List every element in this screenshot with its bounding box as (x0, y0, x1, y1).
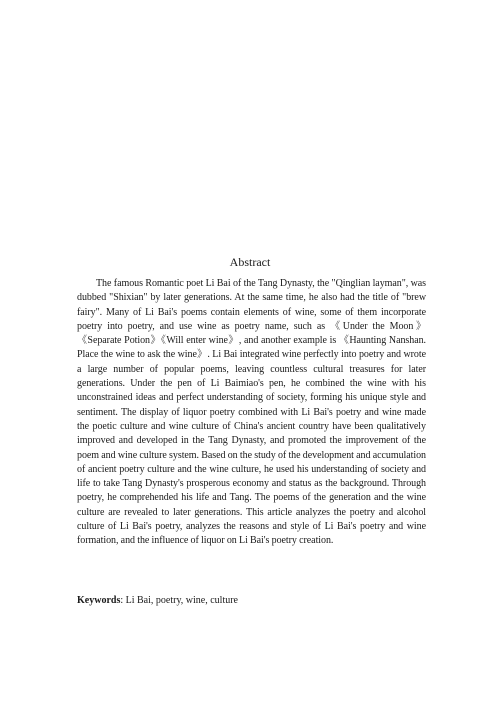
keywords-list: : Li Bai, poetry, wine, culture (120, 595, 238, 606)
abstract-heading: Abstract (229, 255, 271, 269)
keywords-label: Keywords (77, 595, 121, 606)
keywords-line (77, 594, 426, 608)
abstract-paragraph: The famous Romantic poet Li Bai of the Tang Dynasty, the "Qinglian layman", was dubbed "Shixian" by later generations. At the same time, he also had the title of "brew fairy". Many of Li Bai's poems contain elements of wine, some of them incorporate poetry into poetry, and use wine as poetry name, such as 《Under the Moon》 《Separate Potion》《Will enter wine》, and another example is 《Haunting Nanshan. Place the wine to ask the wine》. Li Bai integrated wine perfectly into poetry and wrote a large number of popular poems, leaving countless cultural treasures for later generations. Under the pen of Li Baimiao's pen, he combined the wine with his unconstrained ideas and perfect understanding of society, forming his unique style and sentiment. The display of liquor poetry combined with Li Bai's poetry and wine made the poetic culture and wine culture of China's ancient country have been qualitatively improved and developed in the Tang Dynasty, and promoted the improvement of the poem and wine culture system. Based on the study of the development and accumulation of ancient poetry culture and the wine culture, he used his understanding of society and life to take Tang Dynasty's prosperous economy and status as the background. Through poetry, he comprehended his life and Tang. The poems of the generation and the wine culture are revealed to later generations. This article analyzes the poetry and alcohol culture of Li Bai's poetry, analyzes the reasons and style of Li Bai's poetry and wine formation, and the influence of liquor on Li Bai's poetry creation. (77, 278, 426, 547)
